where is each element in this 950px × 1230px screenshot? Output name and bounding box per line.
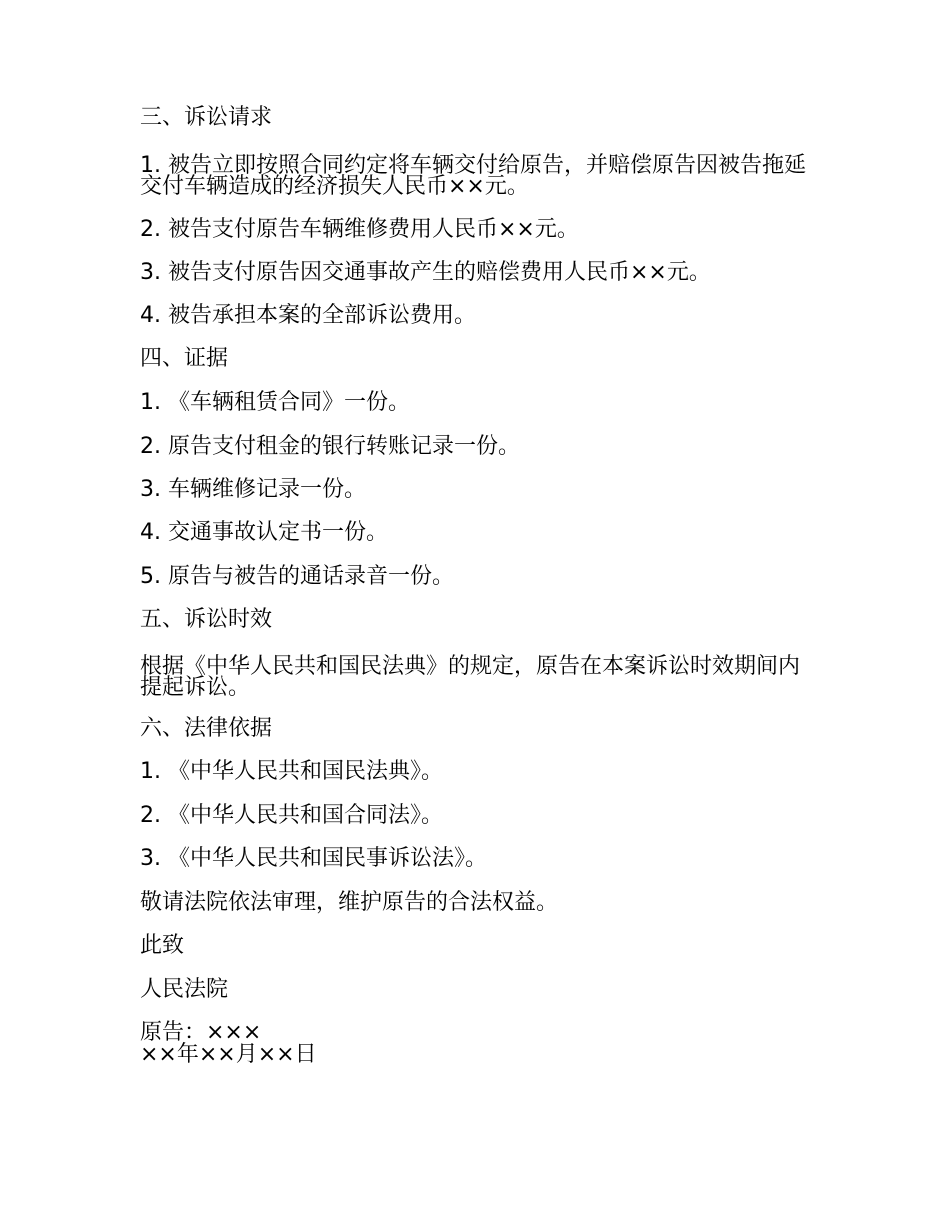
legal-basis-heading: 六、法律依据 (140, 716, 273, 741)
claims-heading: 三、诉讼请求 (140, 105, 273, 130)
claim-item-3: 3. 被告支付原告因交通事故产生的赔偿费用人民币××元。 (140, 260, 711, 285)
plaintiff-signature: 原告：××× (140, 1020, 262, 1045)
evidence-item-5: 5. 原告与被告的通话录音一份。 (140, 564, 454, 589)
legal-basis-item-3: 3. 《中华人民共和国民事诉讼法》。 (140, 846, 487, 871)
legal-basis-item-1: 1. 《中华人民共和国民法典》。 (140, 759, 443, 784)
evidence-item-4: 4. 交通事故认定书一份。 (140, 520, 388, 545)
closing-request: 敬请法院依法审理，维护原告的合法权益。 (140, 890, 559, 915)
limitation-heading: 五、诉讼时效 (140, 607, 273, 632)
closing-salutation: 此致 (140, 933, 185, 958)
evidence-item-1: 1. 《车辆租赁合同》一份。 (140, 390, 410, 415)
court-name: 人民法院 (140, 977, 229, 1002)
signature-date: ××年××月××日 (140, 1042, 317, 1067)
claim-item-4: 4. 被告承担本案的全部诉讼费用。 (140, 303, 476, 328)
claim-item-2: 2. 被告支付原告车辆维修费用人民币××元。 (140, 217, 579, 242)
legal-basis-item-2: 2. 《中华人民共和国合同法》。 (140, 803, 443, 828)
claim-item-1: 1. 被告立即按照合同约定将车辆交付给原告，并赔偿原告因被告拖延交付车辆造成的经济损失人民币××元。 (140, 153, 806, 199)
limitation-text: 根据《中华人民共和国民法典》的规定，原告在本案诉讼时效期间内提起诉讼。 (140, 654, 801, 700)
evidence-item-3: 3. 车辆维修记录一份。 (140, 477, 366, 502)
evidence-heading: 四、证据 (140, 346, 229, 371)
evidence-item-2: 2. 原告支付租金的银行转账记录一份。 (140, 434, 520, 459)
